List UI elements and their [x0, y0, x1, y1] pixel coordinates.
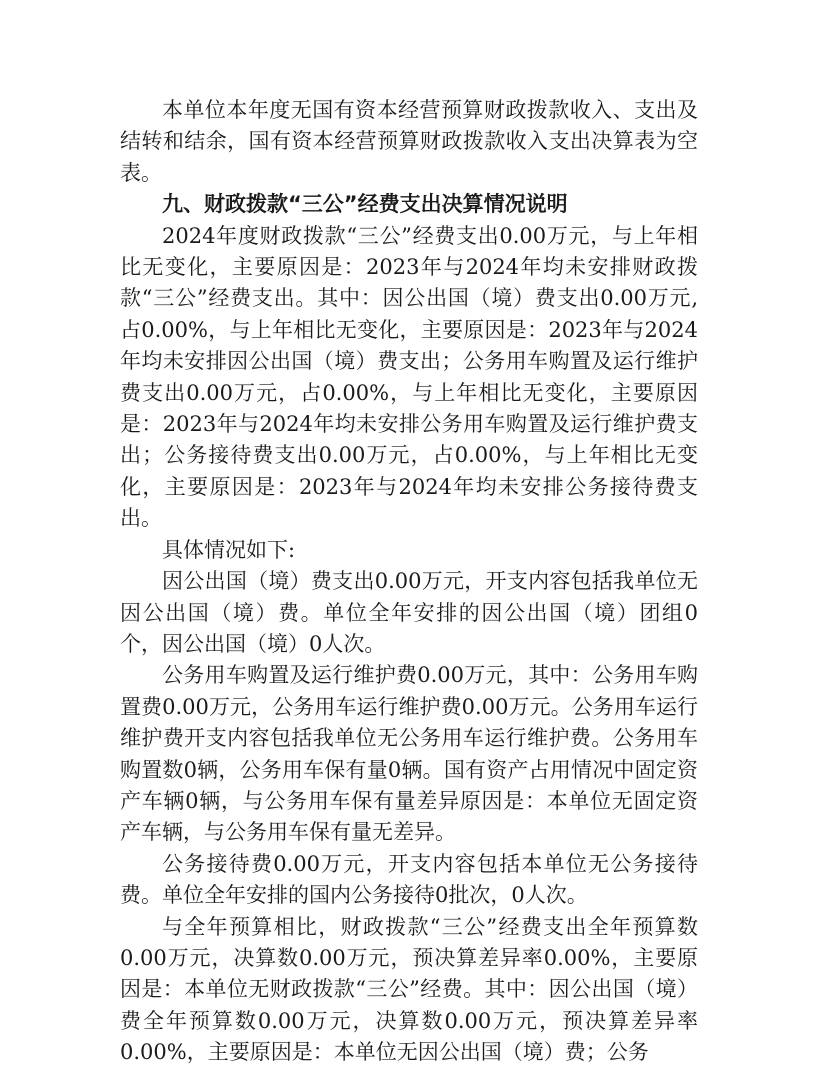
- document-page: [120, 95, 698, 1069]
- intro-paragraph: 本单位本年度无国有资本经营预算财政拨款收入、支出及结转和结余，国有资本经营预算财政拨款收入支出决算表为空表。: [120, 98, 698, 185]
- section-heading: 九、财政拨款“三公”经费支出决算情况说明: [162, 192, 568, 217]
- details-intro-paragraph: 具体情况如下:: [162, 537, 296, 562]
- overseas-travel-paragraph: 因公出国（境）费支出0.00万元，开支内容包括我单位无因公出国（境）费。单位全年安排的因公出国（境）团组0个，因公出国（境）0人次。: [120, 569, 698, 656]
- budget-comparison-paragraph: 与全年预算相比，财政拨款“三公”经费支出全年预算数0.00万元，决算数0.00万元，预决算差异率0.00%，主要原因是：本单位无财政拨款“三公”经费。其中：因公出国（境）费全年预算数0.00万元，决算数0.00万元，预决算差异率0.00%，主要原因是：本单位无因公出国（境）费；公务: [120, 914, 698, 1065]
- reception-expense-paragraph: 公务接待费0.00万元，开支内容包括本单位无公务接待费。单位全年安排的国内公务接待0批次，0人次。: [120, 851, 698, 908]
- summary-paragraph: 2024年度财政拨款“三公”经费支出0.00万元，与上年相比无变化，主要原因是：2023年与2024年均未安排财政拨款“三公”经费支出。其中：因公出国（境）费支出0.00万元,占0.00%，与上年相比无变化，主要原因是：2023年与2024年均未安排因公出国（境）费支出；公务用车购置及运行维护费支出0.00万元，占0.00%，与上年相比无变化，主要原因是：2023年与2024年均未安排公务用车购置及运行维护费支出；公务接待费支出0.00万元，占0.00%，与上年相比无变化，主要原因是：2023年与2024年均未安排公务接待费支出。: [120, 223, 698, 531]
- vehicle-expense-paragraph: 公务用车购置及运行维护费0.00万元，其中：公务用车购置费0.00万元，公务用车运行维护费0.00万元。公务用车运行维护费开支内容包括我单位无公务用车运行维护费。公务用车购置数0辆，公务用车保有量0辆。国有资产占用情况中固定资产车辆0辆，与公务用车保有量差异原因是：本单位无固定资产车辆，与公务用车保有量无差异。: [120, 663, 698, 845]
